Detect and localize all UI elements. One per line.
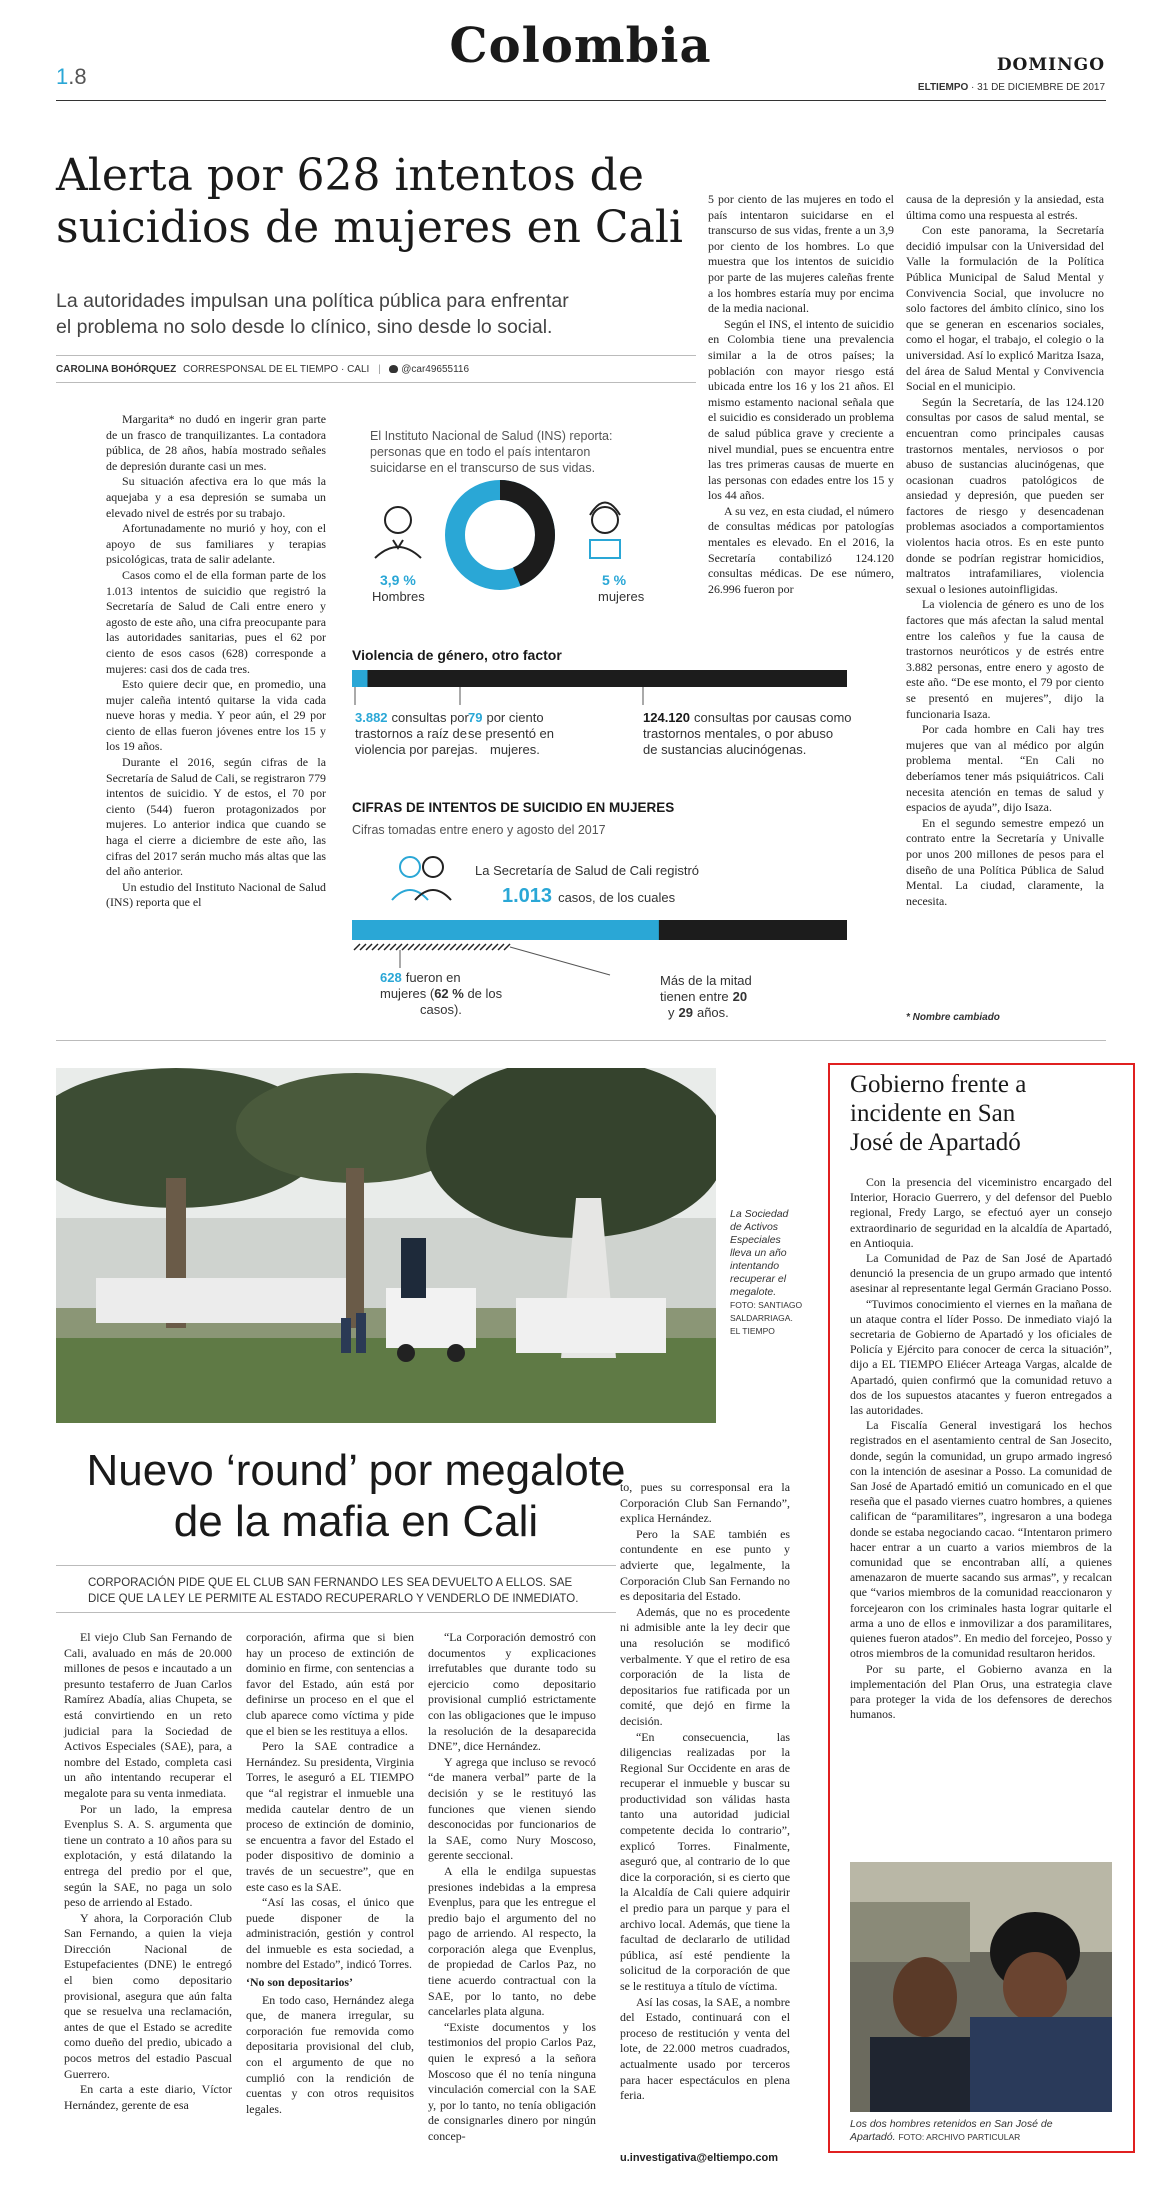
violence-bar-total — [352, 670, 847, 687]
half-line3 — [668, 1005, 729, 1020]
v2-b: se presentó en — [468, 726, 555, 741]
cifras-sub: Cifras tomadas entre enero y agosto del 2017 — [352, 823, 606, 837]
top-col1-p: Casos como el de ella forman parte de los 1.013 intentos de suicidio que registró la Secretaría de Salud de Cali entre enero y agosto de este año, una cifra preocupante para las autoridades sanitarias, pues el 62 por ciento de esos casos (628) corresponde a mujeres: casi dos de cada tres. — [106, 567, 326, 676]
w-line2 — [380, 986, 503, 1001]
sidebar-p: Por su parte, el Gobierno avanza en la implementación del Plan Orus, una estrategia clave para proteger la vida de los defensores de derechos humanos. — [850, 1661, 1112, 1722]
people-icon — [392, 857, 451, 900]
violence-bar-part — [352, 670, 367, 687]
v3-b: trastornos mentales, o por abuso — [643, 726, 834, 741]
top-col1 — [106, 412, 326, 911]
bottom-col2-p: corporación, afirma que si bien hay un proceso de extinción de dominio en firme, con sentencias a favor del Estado, aún está por definirse un proceso en el que el club aparece como víctima y pide que el bien se les restituya a ellos. — [246, 1630, 414, 1738]
bottom-col1-p: El viejo Club San Fernando de Cali, avaluado en más de 20.000 millones de pesos e incautado a un presunto testaferro de Juan Carlos Ramírez Abadía, alias Chupeta, se está convirtiendo en un reto judicial para la Sociedad de Activos Especiales (SAE), para, a nombre del Estado, completa casi un año intentando recuperar el megalote para su venta inmediata. — [64, 1630, 232, 1800]
photo1-caption-1: La Sociedad — [730, 1208, 789, 1220]
half-a: Más de la mitad — [660, 973, 752, 988]
sidebar-p: Con la presencia del viceministro encargado del Interior, Horacio Guerrero, y del defensor del Pueblo regional, Fredy Largo, se efectuó ayer un consejo extraordinario de seguridad en la alcaldía de Apartadó, en Antioquia. — [850, 1175, 1112, 1250]
bottom-col1-p: Por un lado, la empresa Evenplus S. A. S. argumenta que tiene un contrato a 10 años para su explotación, y está dilatando la entrega del predio por el que, según la SAE, no paga un solo peso de arriendo al Estado. — [64, 1801, 232, 1910]
top-col1-p: Margarita* no dudó en ingerir gran parte de un frasco de tranquilizantes. La contadora pública, de 28 años, había mostrado señales de depresión durante casi un mes. — [106, 412, 326, 473]
age-leader — [510, 947, 610, 975]
top-headline-line2: suicidios de mujeres en Cali — [56, 202, 683, 253]
v2-a: por ciento — [486, 710, 544, 725]
v1-num: 3.882 — [355, 710, 388, 725]
bottom-headline — [56, 1445, 656, 1547]
top-deck — [56, 288, 696, 340]
woman-icon — [590, 503, 620, 559]
photo1-credit-2: SALDARRIAGA. — [730, 1313, 793, 1323]
v1-b: trastornos a raíz de — [355, 726, 467, 741]
men-label: Hombres — [372, 589, 425, 604]
photo1-caption-2: de Activos — [730, 1221, 779, 1233]
sidebar-caption-1: Los dos hombres retenidos en San José de — [850, 2118, 1053, 2130]
bottom-email[interactable]: u.investigativa@eltiempo.com — [620, 2152, 779, 2164]
bottom-deck-line1: CORPORACIÓN PIDE QUE EL CLUB SAN FERNANDO LES SEA DEVUELTO A ELLOS. SAE — [88, 1577, 573, 1589]
photo1-credit-3: EL TIEMPO — [730, 1326, 775, 1336]
footnote: * Nombre cambiado — [906, 1012, 1000, 1023]
half-num2: 29 — [678, 1005, 693, 1020]
cifras-title: CIFRAS DE INTENTOS DE SUICIDIO EN MUJERES — [352, 800, 675, 815]
top-deck-line2: el problema no solo desde lo clínico, sino desde lo social. — [56, 316, 553, 338]
megalote-photo — [56, 1068, 716, 1423]
reg-num: 1.013 — [502, 885, 553, 907]
sidebar-body — [850, 1175, 1112, 1722]
sidebar-credit: FOTO: ARCHIVO PARTICULAR — [898, 2132, 1021, 2142]
photo1-caption — [730, 1208, 810, 1338]
bottom-col1-p: Y ahora, la Corporación Club San Fernando, a quien la vieja Dirección Nacional de Estupefacientes (DNE) le entregó el bien como depositario provisional, asegura que aún falta que se resuelva una reclamación, antes de que el Estado se acredite como dueño del predio, ubicado a pocos metros del estadio Pascual Guerrero. — [64, 1910, 232, 2081]
top-col3-p: Según la Secretaría, de las 124.120 consultas por casos de salud mental, se encuentran como principales causas trastornos mentales, nerviosos o por abuso de sustancias alucinógenas, que ocasionan cuadros patológicos de ansiedad y depresión, que pueden ser factores de riesgo y desencadenan problemas asociados a comportamientos violentos hacia otros. Es en este punto donde se podrían registrar homicidios, maltratos intrafamiliares, violencia sexual o lesiones autoinfligidas. — [906, 394, 1104, 596]
bottom-deck — [88, 1575, 608, 1607]
infographic — [340, 420, 860, 1040]
w-line1 — [380, 970, 461, 985]
ins-title-1: El Instituto Nacional de Salud (INS) reporta: — [370, 429, 613, 443]
bottom-col2b-p: En todo caso, Hernández alega que, de manera irregular, su corporación fue removida como depositaria provisional del club, con el argumento de que no cumplió con la rendición de cuentas y con otros requisitos legales. — [246, 1992, 414, 2116]
ins-title-3: suicidarse en el transcurso de sus vidas. — [370, 461, 596, 475]
masthead-day: DOMINGO — [996, 55, 1105, 75]
top-col3-p: La violencia de género es uno de los factores que más afectan la salud mental entre los caleños y fue la causa de trastornos neuróticos y de estrés entre 3.882 personas, entre enero y agosto de este año. “De ese monto, el 79 por ciento se presentó en mujeres”, dijo la funcionaria Isaza. — [906, 597, 1104, 721]
bottom-col4-p: Pero la SAE también es contundente en ese punto y advierte que, legalmente, la Corporación Club San Fernando no es depositaria del Estado. — [620, 1526, 790, 1604]
top-col3-p: Por cada hombre en Cali hay tres mujeres que van al médico por algún problema mental. “En Cali no deberíamos tener más psiquiátricos. Cali necesita atención en temas de salud y espacios de ayuda”, dijo Isaza. — [906, 722, 1104, 815]
v1-c: violencia por parejas. — [355, 742, 478, 757]
sidebar-headline-line1: Gobierno frente a — [850, 1071, 1027, 1098]
photo1-caption-7: megalote. — [730, 1286, 777, 1298]
v3-num: 124.120 — [643, 710, 690, 725]
women-pct: 5 % — [602, 572, 627, 588]
top-col2-p: 5 por ciento de las mujeres en todo el país intentaron suicidarse en el transcurso de sus vidas, frente a un 3,9 por ciento de los hombres. Lo que muestra que los intentos de suicidio por parte de las mujeres caleñas frente a los hombres estaría muy por encima de la media nacional. — [708, 192, 894, 316]
top-col1-p: Esto quiere decir que, en promedio, una mujer caleña intentó quitarse la vida cada nueve horas y media. Y peor aún, el 29 por ciento de ellas fueron jóvenes entre los 15 y los 19 años. — [106, 677, 326, 754]
bottom-col4-p: Además, que no es procedente ni admisible ante la ley decir que una resolución se modificó verbalmente. Y que el retiro de esa corporación de la lista de depositarios fue ratificada por un comité, que dejó en firme la decisión. — [620, 1604, 790, 1728]
violence-title: Violencia de género, otro factor — [352, 647, 562, 663]
masthead-paper: ELTIEMPO — [917, 82, 969, 93]
half-b: tienen entre — [660, 989, 729, 1004]
v3-c: de sustancias alucinógenas. — [643, 742, 807, 757]
sidebar-caption-2: Apartadó. — [850, 2131, 896, 2143]
top-bottom-rule — [56, 1040, 1106, 1041]
v3-a: consultas por causas como — [694, 710, 852, 725]
bottom-col4 — [620, 1480, 790, 2104]
reg-a: La Secretaría de Salud de Cali registró — [475, 863, 700, 878]
top-col3 — [906, 192, 1104, 909]
sidebar-headline-line2: incidente en San — [850, 1100, 1016, 1127]
bottom-col3-p: Y agrega que incluso se revocó “de manera verbal” parte de la decisión y se le restituyó las funciones que vienen siendo desconocidas por funcionarios de la SAE, como Nury Moscoso, gerente seccional. — [428, 1754, 596, 1863]
byline-divider: | — [378, 364, 381, 375]
byline — [56, 364, 469, 375]
top-col3-p: En el segundo semestre empezó un contrato entre la Secretaría y Univalle por unos 200 millones de pesos para el diseño de una Política Pública de Salud Mental. La ciudad, claramente, la necesita. — [906, 815, 1104, 908]
reg-line — [502, 885, 676, 907]
ins-donut — [455, 490, 545, 580]
w-c: de los — [463, 986, 503, 1001]
photo1-caption-6: recuperar el — [730, 1273, 787, 1285]
top-col1-p: Afortunadamente no murió y hoy, con el apoyo de sus familiares y terapias psicológicas, trata de salir adelante. — [106, 521, 326, 567]
man-icon — [375, 507, 421, 558]
bottom-col2-subhead: ‘No son depositarios’ — [246, 1975, 354, 1990]
men-pct: 3,9 % — [380, 572, 416, 588]
age-hatch — [354, 944, 510, 950]
half-num1: 20 — [732, 989, 748, 1004]
masthead-rule — [56, 100, 1106, 101]
top-col2-p: Según el INS, el intento de suicidio en Colombia tiene una prevalencia similar a la de otros países; la población con mayor riesgo está ubicada entre los 16 y los 21 años. El mismo estamento nacional señala que el suicidio es considerado un problema de salud pública grave y creciente a nivel mundial, pues se encuentra entre las tres primeras causas de muerte en las personas con edades entre los 15 y los 44 años. — [708, 316, 894, 503]
v1-a: consultas por — [391, 710, 469, 725]
half-line2 — [660, 989, 747, 1004]
w-b: mujeres ( — [380, 986, 435, 1001]
bottom-col1 — [64, 1630, 232, 2113]
byline-handle[interactable]: @car49655116 — [401, 364, 470, 375]
half-d: años. — [696, 1005, 729, 1020]
sidebar-p: La Fiscalía General investigará los hechos registrados en el asentamiento central de San Josecito, donde, según la comunidad, un grupo armado ingresó con la intención de asesinar a Posso. La comunidad de San José de Apartadó emitió un comunicado en el que reseña que el pasado viernes cuatro hombres, a quienes califican de “paramilitares”, ingresaron a una bodega donde se estaba negociando cacao. “Intentaron primero hacer entrar a un cuarto a varios miembros de la comunidad que se encontraban allí, a quienes amenazaron de muerte sacando sus armas”, y recalcan que “varios miembros de la comunidad reaccionaron y forcejearon con los criminales hasta lograr quitarle el arma a uno de ellos e inmovilizar a dos paramilitares, quienes fueron atados”. En medio del forcejeo, Posso y otros miembros de la comunidad resultaron heridos. — [850, 1418, 1112, 1661]
bottom-headline-line2: de la mafia en Cali — [173, 1497, 539, 1546]
byline-rule-bottom — [56, 382, 696, 383]
photo1-caption-4: lleva un año — [730, 1247, 787, 1259]
women-label: mujeres — [598, 589, 645, 604]
deck-rule-top — [56, 1565, 616, 1566]
w-num: 628 — [380, 970, 402, 985]
detainees-photo — [850, 1862, 1112, 2112]
w-pct: 62 % — [434, 986, 464, 1001]
bottom-col4-p: “En consecuencia, las diligencias realizadas por la Regional Sur Occidente en aras de recuperar el inmueble y buscar su productividad son válidas hasta tanto una autoridad judicial competente decida lo contrario”, explicó Torres. Finalmente, aseguró que, al contrario de lo que dice la corporación, si es cierto que la Alcaldía de Cali quiere adquirir el predio para un parque y para el archivo local. Además, que tiene la facultad de declararlo de utilidad pública, así esté pendiente la solicitud de la corporación de que se le restituya a título de víctima. — [620, 1729, 790, 1993]
bottom-col4-p: Así las cosas, la SAE, a nombre del Estado, continuará con el proceso de restitución y venta del lote, de 22.000 metros cuadrados, actualmente usado por terceros para hacer espectáculos en plena feria. — [620, 1994, 790, 2103]
half-c: y — [668, 1005, 675, 1020]
cifras-bar-women — [352, 920, 659, 940]
v2-c: mujeres. — [490, 742, 540, 757]
top-headline-line1: Alerta por 628 intentos de — [56, 150, 644, 201]
bottom-col4-p: to, pues su corresponsal era la Corporación Club San Fernando”, explica Hernández. — [620, 1480, 790, 1526]
bottom-col2-p: Pero la SAE contradice a Hernández. Su presidenta, Virginia Torres, le aseguró a EL TIEMPO que “al registrar el inmueble una medida cautelar dentro de un proceso de extinción de dominio, se encuentra a favor del Estado el poder dispositivo de dominio a través de un secuestre”, que en este caso es la SAE. — [246, 1739, 414, 1894]
bottom-col3 — [428, 1630, 596, 2145]
photo1-caption-5: intentando — [730, 1260, 780, 1272]
section-title: Colombia — [449, 18, 712, 74]
sidebar-caption-2-line — [850, 2131, 1115, 2144]
deck-rule-bottom — [56, 1612, 616, 1613]
byline-role: CORRESPONSAL DE EL TIEMPO · CALI — [182, 364, 370, 375]
sidebar-headline — [850, 1070, 1120, 1157]
bottom-col3-p: A ella le endilga supuestas presiones indebidas a la empresa Evenplus, para que les entregue el predio bajo el argumento del no pago de arriendo. Al respecto, la corporación alega que Evenplus, de propiedad de Carlos Paz, no tiene acuerdo contractual con la SAE, por lo tanto, no debe cancelarles plata alguna. — [428, 1863, 596, 2019]
photo1-credit-1: FOTO: SANTIAGO — [730, 1300, 803, 1310]
top-col3-p: Con este panorama, la Secretaría decidió impulsar con la Universidad del Valle la formulación de la Política Pública Municipal de Salud Mental y Convivencia Social, que involucre no solo factores del ámbito clínico, sino los que se generan en escenarios sociales, como el hogar, el trabajo, el colegio o la universidad. Así lo explicó Maritza Isaza, del área de Salud Mental y Convivencia Social en el municipio. — [906, 223, 1104, 394]
bottom-col2-p: “Así las cosas, el único que puede disponer de la administración, gestión y control del inmueble es esta sociedad, a nombre del Estado”, indicó Torres. — [246, 1895, 414, 1972]
top-col1-p: Durante el 2016, según cifras de la Secretaría de Salud de Cali, se registraron 779 intentos de suicidio. Y de estos, el 70 por ciento (544) fueron protagonizados por mujeres. Lo anterior indica que cuando se haga el cierre a diciembre de este año, las cifras del 2017 serán mucho más altas que las del año anterior. — [106, 755, 326, 879]
v3-text — [643, 710, 852, 725]
sidebar-headline-line3: José de Apartadó — [850, 1129, 1021, 1156]
ins-title-2: personas que en todo el país intentaron — [370, 445, 591, 459]
bottom-col3-p: “La Corporación demostró con documentos y explicaciones irrefutables que durante todo su ejercicio como depositario provisional cumplió estrictamente con las obligaciones que le impuso la resolución de la desaparecida DNE”, dice Hernández. — [428, 1630, 596, 1754]
masthead-paper-date: ELTIEMPO · 31 DE DICIEMBRE DE 2017 — [917, 82, 1105, 93]
masthead-date: 31 DE DICIEMBRE DE 2017 — [977, 82, 1105, 93]
top-col1-p: Un estudio del Instituto Nacional de Salud (INS) reporta que el — [106, 879, 326, 910]
top-headline — [56, 150, 716, 254]
v1-text — [355, 710, 470, 725]
bottom-col2 — [246, 1630, 414, 2117]
photo1-caption-3: Especiales — [730, 1234, 781, 1246]
byline-rule-top — [56, 355, 696, 356]
top-col1-p: Su situación afectiva era lo que más la aquejaba y a esa depresión se sumaba un elevado nivel de estrés por su trabajo. — [106, 474, 326, 520]
twitter-icon — [389, 365, 398, 373]
top-col2-p: A su vez, en esta ciudad, el número de consultas médicas por patologías mentales es elevado. En el 2016, la Secretaría contabilizó 124.120 consultas médicas. De ese número, 26.996 fueron por — [708, 503, 894, 596]
w-d: casos). — [420, 1002, 462, 1017]
page-number-accent: 1 — [56, 64, 69, 89]
top-col3-p: causa de la depresión y la ansiedad, esta última como una respuesta al estrés. — [906, 192, 1104, 222]
bottom-headline-line1: Nuevo ‘round’ por megalote — [86, 1446, 626, 1495]
w-a: fueron en — [405, 970, 461, 985]
reg-b: casos, de los cuales — [558, 890, 676, 905]
sidebar-caption — [850, 2118, 1115, 2144]
bottom-deck-line2: DICE QUE LA LEY LE PERMITE AL ESTADO RECUPERARLO Y VENDERLO DE INMEDIATO. — [88, 1593, 579, 1605]
top-deck-line1: La autoridades impulsan una política pública para enfrentar — [56, 290, 569, 312]
bottom-col3-p: “Existe documentos y los testimonios del propio Carlos Paz, quien le expresó a la señora Moscoso que él no tenía ninguna vinculación comercial con la SAE y, por lo tanto, no tenía obligación de consignarles dinero por ningún concep- — [428, 2019, 596, 2143]
v2-text — [468, 710, 544, 725]
page-number-rest: .8 — [68, 64, 87, 89]
sidebar-p: La Comunidad de Paz de San José de Apartadó denunció la presencia de un grupo armado que intentó asesinar al representante legal Germán Graciano Posso. — [850, 1251, 1112, 1296]
sidebar-p: “Tuvimos conocimiento el viernes en la mañana de un ataque contra el líder Posso. De inmediato viajó la secretaria de Gobierno de Apartadó y los oficiales de Policía y Ejército para conocer de cerca la situación”, dijo a EL TIEMPO Eliécer Arteaga Vargas, alcalde de Apartadó, quien confirmó que la comunidad retuvo a dos de los supuestos atacantes y fueron entregados a las autoridades. — [850, 1296, 1112, 1418]
bottom-col1-p: En carta a este diario, Víctor Hernández, gerente de esa — [64, 2082, 232, 2112]
byline-author: CAROLINA BOHÓRQUEZ — [56, 364, 177, 375]
v2-num: 79 — [468, 710, 483, 725]
